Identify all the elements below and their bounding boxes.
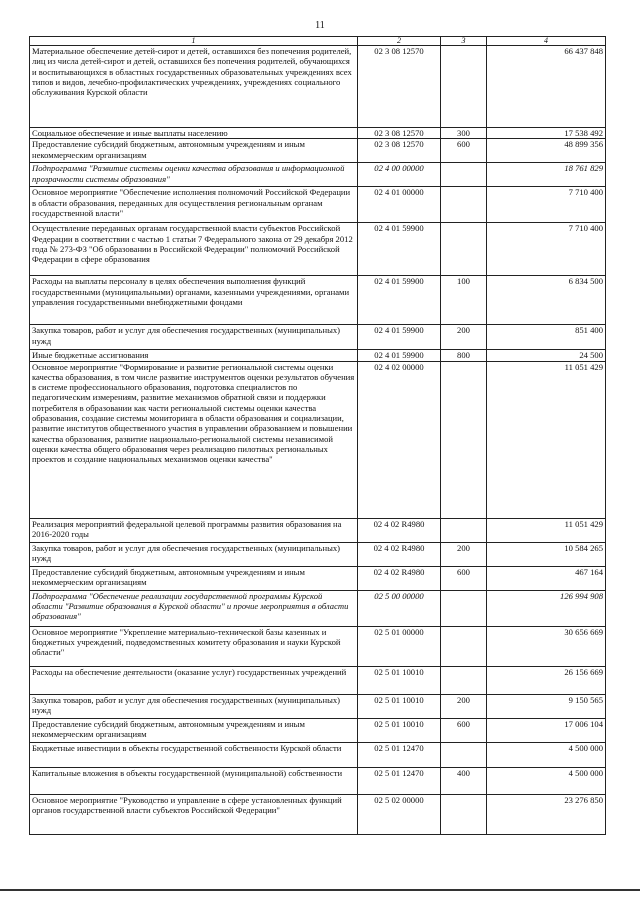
table-row	[30, 128, 606, 139]
row-name-cell: Расходы на выплаты персоналу в целях обеспечения выполнения функций государственными (муниципальными) органами, казенными учреждениями, органами управления государственными внебюджетными фондами	[30, 276, 358, 325]
table-row	[30, 590, 606, 626]
row-name-cell: Основное мероприятие "Формирование и развитие региональной системы оценки качества образования, в том числе развитие инструментов оценки результатов обучения в системе профессионального образования, подготовка специалистов по педагогическим измерениям, развитие механизмов обратной связи и поддержки потребителя в образовании как части региональной системы оценки качества образования, создание системы мониторинга в области образования и социализации, развитие институтов общественного участия в управлении образованием и повышении качества образования, развитие национально-региональной системы независимой оценки качества общего образования через реализацию пилотных региональных проектов и создание национальных механизмов оценки качества"	[30, 361, 358, 518]
row-name-cell: Предоставление субсидий бюджетным, автономным учреждениям и иным некоммерческим организациям	[30, 718, 358, 742]
row-code-cell: 02 5 01 10010	[358, 666, 441, 694]
table-row	[30, 325, 606, 350]
row-code-cell: 02 3 08 12570	[358, 46, 441, 128]
table-row	[30, 794, 606, 834]
row-amount-cell: 24 500	[487, 350, 606, 361]
row-amount-cell: 7 710 400	[487, 187, 606, 223]
row-amount-cell: 18 761 829	[487, 163, 606, 187]
table-row	[30, 187, 606, 223]
row-expense-type-cell	[441, 626, 487, 666]
row-amount-cell: 126 994 908	[487, 590, 606, 626]
table-row	[30, 361, 606, 518]
row-expense-type-cell	[441, 666, 487, 694]
row-code-cell: 02 4 02 R4980	[358, 542, 441, 566]
row-code-cell: 02 5 01 12470	[358, 742, 441, 767]
table-row	[30, 46, 606, 128]
row-code-cell: 02 4 02 R4980	[358, 518, 441, 542]
table-row	[30, 626, 606, 666]
row-amount-cell: 11 051 429	[487, 361, 606, 518]
table-row	[30, 350, 606, 361]
row-code-cell: 02 5 01 12470	[358, 767, 441, 794]
row-code-cell: 02 4 01 00000	[358, 187, 441, 223]
row-expense-type-cell	[441, 590, 487, 626]
row-expense-type-cell	[441, 361, 487, 518]
col-header-2: 2	[358, 37, 441, 46]
row-code-cell: 02 5 01 10010	[358, 694, 441, 718]
table-row	[30, 276, 606, 325]
bottom-rule	[0, 889, 640, 891]
table-row	[30, 518, 606, 542]
row-name-cell: Подпрограмма "Обеспечение реализации государственной программы Курской области "Развитие образования в Курской области" и прочие мероприятия в области образования"	[30, 590, 358, 626]
row-code-cell: 02 4 01 59900	[358, 325, 441, 350]
row-amount-cell: 26 156 669	[487, 666, 606, 694]
col-header-4: 4	[487, 37, 606, 46]
row-code-cell: 02 5 02 00000	[358, 794, 441, 834]
row-amount-cell: 17 006 104	[487, 718, 606, 742]
row-name-cell: Реализация мероприятий федеральной целевой программы развития образования на 2016-2020 годы	[30, 518, 358, 542]
table-row	[30, 223, 606, 276]
row-name-cell: Подпрограмма "Развитие системы оценки качества образования и информационной прозрачности системы образования"	[30, 163, 358, 187]
row-amount-cell: 4 500 000	[487, 742, 606, 767]
table-row	[30, 694, 606, 718]
row-expense-type-cell: 800	[441, 350, 487, 361]
row-expense-type-cell: 400	[441, 767, 487, 794]
row-name-cell: Основное мероприятие "Обеспечение исполнения полномочий Российской Федерации в области образования, переданных для осуществления региональным органам государственной власти"	[30, 187, 358, 223]
row-code-cell: 02 5 01 10010	[358, 718, 441, 742]
row-name-cell: Предоставление субсидий бюджетным, автономным учреждениям и иным некоммерческим организациям	[30, 139, 358, 163]
row-expense-type-cell: 600	[441, 139, 487, 163]
table-row	[30, 566, 606, 590]
row-expense-type-cell	[441, 518, 487, 542]
table-row	[30, 767, 606, 794]
row-name-cell: Закупка товаров, работ и услуг для обеспечения государственных (муниципальных) нужд	[30, 325, 358, 350]
row-expense-type-cell	[441, 223, 487, 276]
row-code-cell: 02 4 01 59900	[358, 223, 441, 276]
table-row	[30, 542, 606, 566]
row-code-cell: 02 4 01 59900	[358, 350, 441, 361]
row-name-cell: Социальное обеспечение и иные выплаты населению	[30, 128, 358, 139]
column-number-header	[30, 37, 606, 46]
col-header-3: 3	[441, 37, 487, 46]
row-amount-cell: 851 400	[487, 325, 606, 350]
table-row	[30, 742, 606, 767]
table-row	[30, 139, 606, 163]
row-amount-cell: 467 164	[487, 566, 606, 590]
row-expense-type-cell: 100	[441, 276, 487, 325]
row-code-cell: 02 5 01 00000	[358, 626, 441, 666]
row-expense-type-cell: 200	[441, 325, 487, 350]
row-expense-type-cell: 200	[441, 694, 487, 718]
col-header-1: 1	[30, 37, 358, 46]
row-name-cell: Расходы на обеспечение деятельности (оказание услуг) государственных учреждений	[30, 666, 358, 694]
row-code-cell: 02 4 00 00000	[358, 163, 441, 187]
row-amount-cell: 48 899 356	[487, 139, 606, 163]
row-amount-cell: 10 584 265	[487, 542, 606, 566]
row-amount-cell: 11 051 429	[487, 518, 606, 542]
row-expense-type-cell: 600	[441, 718, 487, 742]
row-expense-type-cell	[441, 187, 487, 223]
row-code-cell: 02 3 08 12570	[358, 128, 441, 139]
row-expense-type-cell	[441, 46, 487, 128]
row-code-cell: 02 3 08 12570	[358, 139, 441, 163]
page-number: 11	[315, 20, 325, 31]
row-expense-type-cell: 600	[441, 566, 487, 590]
row-code-cell: 02 4 01 59900	[358, 276, 441, 325]
row-name-cell: Капитальные вложения в объекты государственной (муниципальной) собственности	[30, 767, 358, 794]
row-amount-cell: 6 834 500	[487, 276, 606, 325]
row-name-cell: Основное мероприятие "Руководство и управление в сфере установленных функций органов государственной власти субъектов Российской Федерации"	[30, 794, 358, 834]
table-row	[30, 666, 606, 694]
row-amount-cell: 4 500 000	[487, 767, 606, 794]
row-name-cell: Основное мероприятие "Укрепление материально-технической базы казенных и бюджетных учреждений, подведомственных комитету образования и науки Курской области"	[30, 626, 358, 666]
row-amount-cell: 66 437 848	[487, 46, 606, 128]
row-expense-type-cell	[441, 163, 487, 187]
row-amount-cell: 9 150 565	[487, 694, 606, 718]
row-name-cell: Закупка товаров, работ и услуг для обеспечения государственных (муниципальных) нужд	[30, 542, 358, 566]
table-row	[30, 163, 606, 187]
row-amount-cell: 17 538 492	[487, 128, 606, 139]
row-name-cell: Иные бюджетные ассигнования	[30, 350, 358, 361]
row-name-cell: Материальное обеспечение детей-сирот и детей, оставшихся без попечения родителей, лиц из числа детей-сирот и детей, оставшихся без попечения родителей, обучающихся и воспитывающихся в областных государственных образовательных учреждениях всех типов и видов, лечебно-профилактических учреждениях, учреждениях социального обслуживания Курской области	[30, 46, 358, 128]
row-name-cell: Предоставление субсидий бюджетным, автономным учреждениям и иным некоммерческим организациям	[30, 566, 358, 590]
row-amount-cell: 30 656 669	[487, 626, 606, 666]
row-expense-type-cell	[441, 742, 487, 767]
row-expense-type-cell: 300	[441, 128, 487, 139]
row-name-cell: Закупка товаров, работ и услуг для обеспечения государственных (муниципальных) нужд	[30, 694, 358, 718]
row-name-cell: Осуществление переданных органам государственной власти субъектов Российской Федерации в соответствии с частью 1 статьи 7 Федерального закона от 29 декабря 2012 года № 273-ФЗ "Об образовании в Российской Федерации" полномочий Российской Федерации в сфере образования	[30, 223, 358, 276]
budget-table	[29, 36, 606, 835]
row-amount-cell: 23 276 850	[487, 794, 606, 834]
row-name-cell: Бюджетные инвестиции в объекты государственной собственности Курской области	[30, 742, 358, 767]
row-code-cell: 02 5 00 00000	[358, 590, 441, 626]
row-amount-cell: 7 710 400	[487, 223, 606, 276]
row-code-cell: 02 4 02 R4980	[358, 566, 441, 590]
table-row	[30, 718, 606, 742]
row-expense-type-cell: 200	[441, 542, 487, 566]
row-expense-type-cell	[441, 794, 487, 834]
row-code-cell: 02 4 02 00000	[358, 361, 441, 518]
